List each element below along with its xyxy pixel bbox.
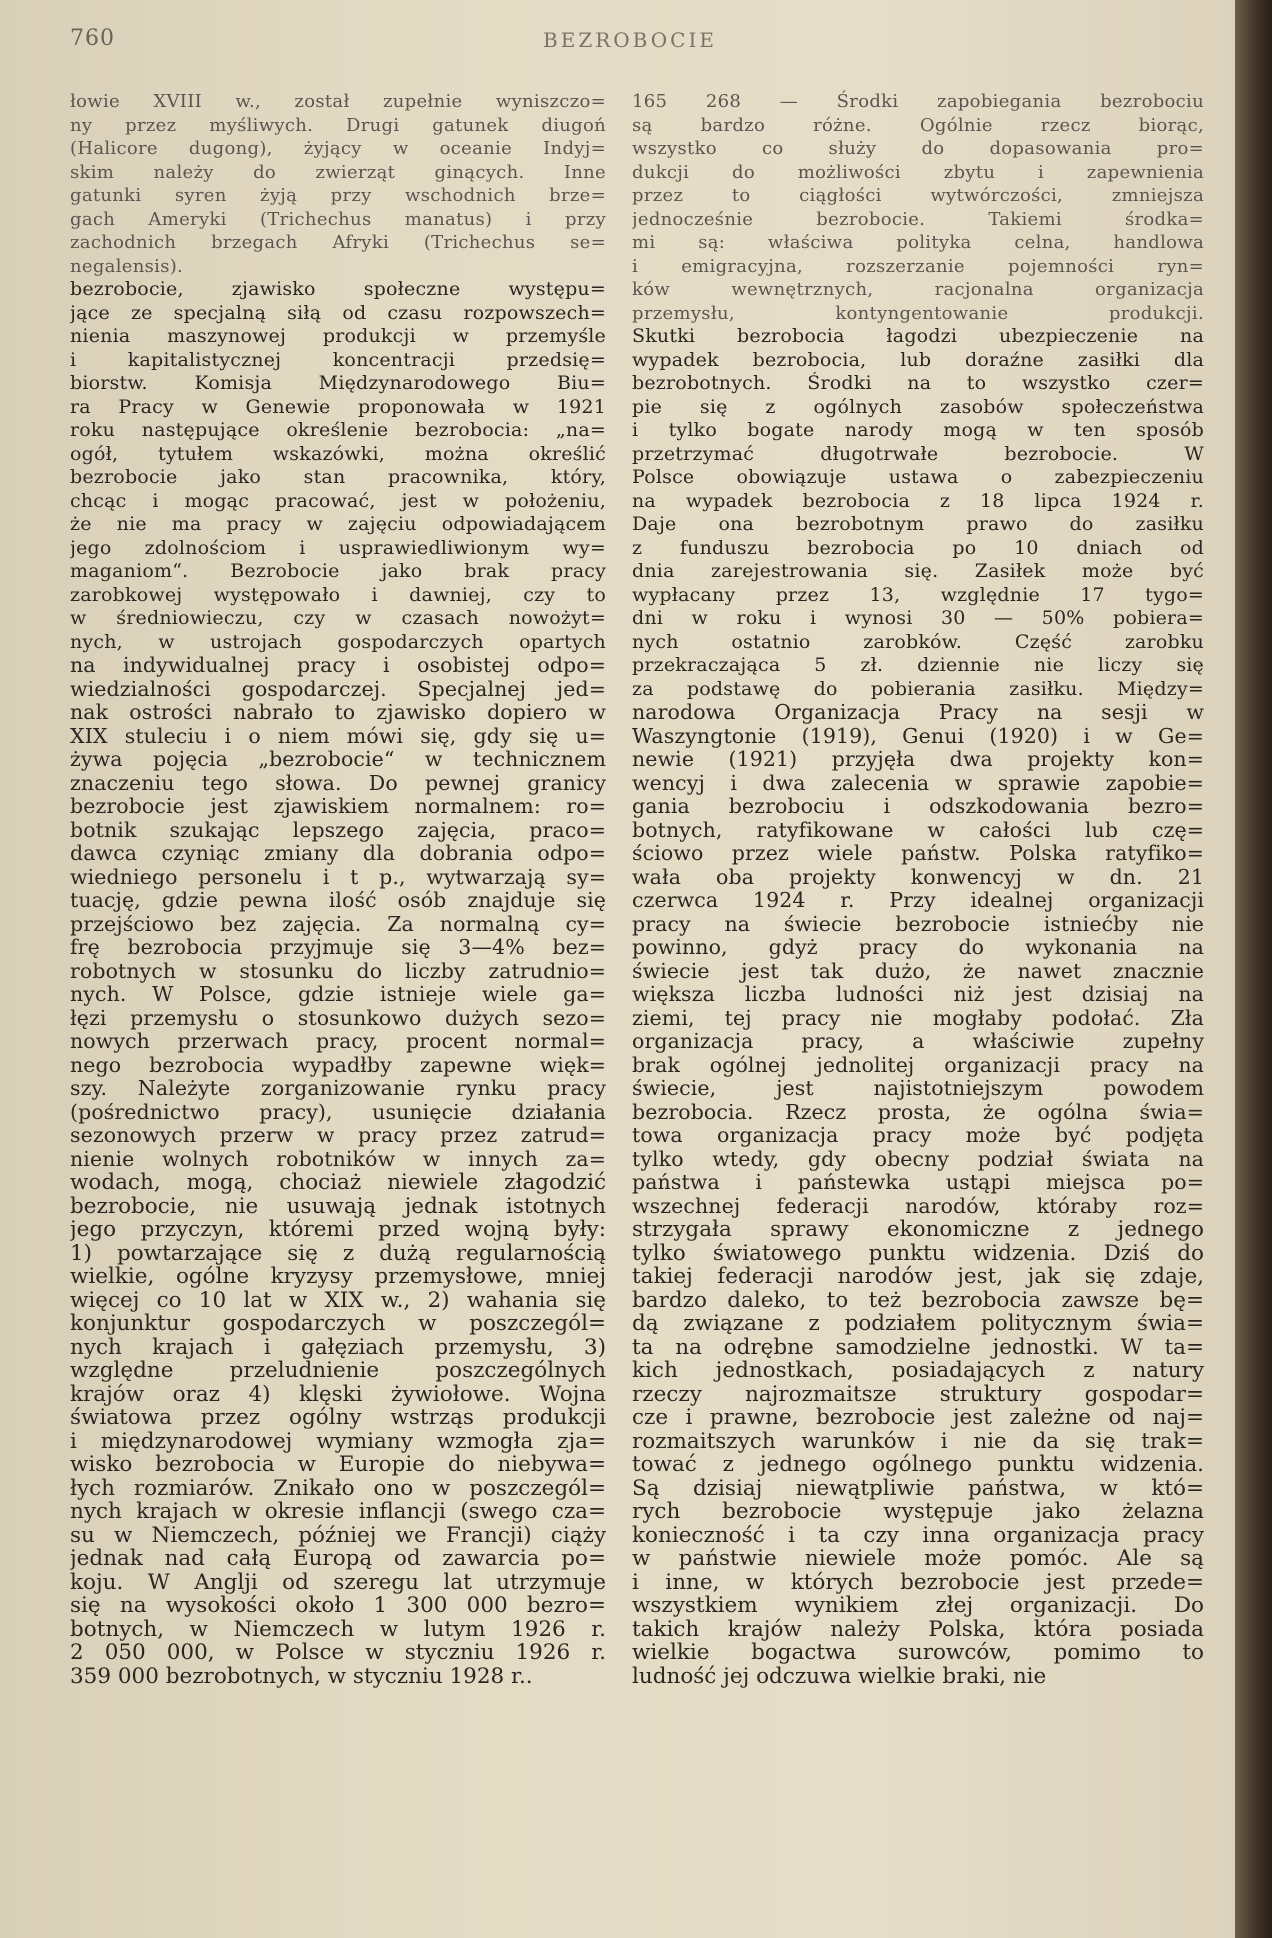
text-line: większa liczba ludności niż jest dzisiaj na xyxy=(632,983,1204,1006)
text-line: 1) powtarzające się z dużą regularnością xyxy=(70,1241,606,1265)
text-line: botnych, w Niemczech w lutym 1926 r. xyxy=(70,1617,606,1641)
text-line: pie się z ogólnych zasobów społeczeństwa xyxy=(632,395,1204,418)
text-line: dukcji do możliwości zbytu i zapewnienia xyxy=(632,161,1204,183)
text-line: koju. W Anglji od szeregu lat utrzymuje xyxy=(70,1570,606,1594)
text-line: takiej federacji narodów jest, jak się zdaje, xyxy=(632,1265,1204,1289)
text-line: Skutki bezrobocia łagodzi ubezpieczenie na xyxy=(632,325,1204,347)
text-line: dni w roku i wynosi 30 — 50% pobiera= xyxy=(632,607,1204,629)
text-line: wypadek bezrobocia, lub doraźne zasiłki dla xyxy=(632,348,1204,371)
text-line: państwa i państewka ustąpi miejsca po= xyxy=(632,1171,1204,1194)
text-line: konjunktur gospodarczych w poszczegól= xyxy=(70,1312,606,1336)
text-line: jego przyczyn, któremi przed wojną były: xyxy=(70,1218,606,1242)
text-line: strzygała sprawy ekonomiczne z jednego xyxy=(632,1218,1204,1242)
text-line: krajów oraz 4) klęski żywiołowe. Wojna xyxy=(70,1382,606,1406)
text-line: w średniowieczu, czy w czasach nowożyt= xyxy=(70,607,606,629)
text-line: bezrobocie, nie usuwają jednak istotnych xyxy=(70,1194,606,1218)
text-line: Waszyngtonie (1919), Genui (1920) i w Ge= xyxy=(632,724,1204,748)
text-line: czerwca 1924 r. Przy idealnej organizacji xyxy=(632,889,1204,912)
text-line: sezonowych przerw w pracy przez zatrud= xyxy=(70,1124,606,1147)
text-line: łych rozmiarów. Znikało ono w poszczegól= xyxy=(70,1476,606,1500)
text-line: wiedniego personelu i t p., wytwarzają sy= xyxy=(70,865,606,889)
text-line: i tylko bogate narody mogą w ten sposób xyxy=(632,419,1204,441)
text-line: jednak nad całą Europą od zawarcia po= xyxy=(70,1547,606,1571)
text-line: XIX stuleciu i o niem mówi się, gdy się u= xyxy=(70,724,606,748)
text-line: gach Ameryki (Trichechus manatus) i przy xyxy=(70,208,606,230)
text-line: rzeczy najrozmaitsze struktury gospodar= xyxy=(632,1382,1204,1406)
text-line: nienia maszynowej produkcji w przemyśle xyxy=(70,325,606,347)
text-line: wszystko co służy do dopasowania pro= xyxy=(632,138,1204,159)
text-line: znaczeniu tego słowa. Do pewnej granicy xyxy=(70,771,606,795)
text-line: mi są: właściwa polityka celna, handlowa xyxy=(632,232,1204,253)
text-line: narodowa Organizacja Pracy na sesji w xyxy=(632,701,1204,724)
text-line: robotnych w stosunku do liczby zatrudnio= xyxy=(70,959,606,983)
text-line: i międzynarodowej wymiany wzmogła zja= xyxy=(70,1429,606,1453)
text-line: (pośrednictwo pracy), usunięcie działania xyxy=(70,1100,606,1124)
text-line: bezrobocie jako stan pracownika, który, xyxy=(70,466,606,488)
text-line: wała oba projekty konwencyj w dn. 21 xyxy=(632,865,1204,889)
text-line: względne przeludnienie poszczególnych xyxy=(70,1359,606,1383)
text-line: przemysłu, kontyngentowanie produkcji. xyxy=(632,302,1204,324)
text-line: wiedzialności gospodarczej. Specjalnej jed= xyxy=(70,677,606,701)
text-line: zarobkowej występowało i dawniej, czy to xyxy=(70,583,606,606)
text-line: świecie jest tak dużo, że nawet znacznie xyxy=(632,959,1204,983)
text-line: przejściowo bez zajęcia. Za normalną cy= xyxy=(70,912,606,936)
right-column xyxy=(632,90,1204,1688)
text-line: nych krajach w okresie inflancji (swego cza= xyxy=(70,1500,606,1524)
text-line: su w Niemczech, później we Francji) ciąży xyxy=(70,1523,606,1547)
text-line: dawca czyniąc zmiany dla dobrania odpo= xyxy=(70,842,606,865)
text-line: gania bezrobociu i odszkodowania bezro= xyxy=(632,795,1204,818)
text-line: bezrobocia. Rzecz prosta, że ogólna świa= xyxy=(632,1100,1204,1124)
text-line: są bardzo różne. Ogólnie rzecz biorąc, xyxy=(632,114,1204,136)
text-line: i emigracyjna, rozszerzanie pojemności ryn= xyxy=(632,255,1204,277)
text-line: 165 268 — Środki zapobiegania bezrobociu xyxy=(632,91,1204,112)
text-line: i inne, w których bezrobocie jest przede= xyxy=(632,1570,1204,1594)
text-line: pracy na świecie bezrobocie istniećby nie xyxy=(632,912,1204,936)
text-line: towa organizacja pracy może być podjęta xyxy=(632,1124,1204,1147)
text-line: szy. Należyte zorganizowanie rynku pracy xyxy=(70,1077,606,1100)
text-line: tylko światowego punktu widzenia. Dziś do xyxy=(632,1241,1204,1265)
left-column xyxy=(70,90,606,1688)
text-line: w państwie niewiele może pomóc. Ale są xyxy=(632,1547,1204,1571)
text-line: jednocześnie bezrobocie. Takiemi środka= xyxy=(632,208,1204,230)
text-line: tować z jednego ogólnego punktu widzenia. xyxy=(632,1453,1204,1477)
text-line: więcej co 10 lat w XIX w., 2) wahania się xyxy=(70,1288,606,1312)
text-line: nych. W Polsce, gdzie istnieje wiele ga= xyxy=(70,983,606,1006)
text-line: frę bezrobocia przyjmuje się 3—4% bez= xyxy=(70,936,606,959)
text-line: wencyj i dwa zalecenia w sprawie zapobie= xyxy=(632,771,1204,795)
text-line: powinno, gdyż pracy do wykonania na xyxy=(632,936,1204,959)
text-line: Daje ona bezrobotnym prawo do zasiłku xyxy=(632,513,1204,535)
text-line: nego bezrobocia wypadłby zapewne więk= xyxy=(70,1053,606,1077)
text-line: że nie ma pracy w zajęciu odpowiadającem xyxy=(70,513,606,535)
text-line: negalensis). xyxy=(70,255,184,277)
text-line: skim należy do zwierząt ginących. Inne xyxy=(70,161,606,183)
text-line: na indywidualnej pracy i osobistej odpo= xyxy=(70,654,606,677)
text-line: zachodnich brzegach Afryki (Trichechus se= xyxy=(70,232,606,253)
text-line: i kapitalistycznej koncentracji przedsię= xyxy=(70,348,606,371)
text-line: za podstawę do pobierania zasiłku. Między= xyxy=(632,677,1204,700)
text-line: wodach, mogą, chociaż niewiele złagodzić xyxy=(70,1171,606,1195)
text-line: nienie wolnych robotników w innych za= xyxy=(70,1147,606,1171)
text-line: 2 050 000, w Polsce w styczniu 1926 r. xyxy=(70,1641,606,1665)
text-line: ra Pracy w Genewie proponowała w 1921 xyxy=(70,395,606,418)
text-line: ny przez myśliwych. Drugi gatunek diugoń xyxy=(70,114,606,136)
text-line: bezrobotnych. Środki na to wszystko czer= xyxy=(632,372,1204,394)
page-number: 760 xyxy=(70,26,115,51)
text-line: 359 000 bezrobotnych, w styczniu 1928 r.. xyxy=(70,1664,533,1688)
text-line: dą związane z podziałem politycznym świa= xyxy=(632,1312,1204,1336)
text-line: wszechnej federacji narodów, któraby roz= xyxy=(632,1194,1204,1218)
text-line: brak ogólnej jednolitej organizacji pracy na xyxy=(632,1053,1204,1077)
text-line: jego zdolnościom i usprawiedliwionym wy= xyxy=(70,536,606,559)
text-line: ściowo przez wiele państw. Polska ratyfiko= xyxy=(632,842,1204,865)
text-line: wypłacany przez 13, względnie 17 tygo= xyxy=(632,583,1204,606)
text-line: nych, w ustrojach gospodarczych opartych xyxy=(70,630,606,653)
text-line: gatunki syren żyją przy wschodnich brze= xyxy=(70,185,606,206)
text-line: bezrobocie, zjawisko społeczne występu= xyxy=(70,278,606,300)
text-line: jące ze specjalną siłą od czasu rozpowszech= xyxy=(70,301,606,324)
text-line: kich jednostkach, posiadających z natury xyxy=(632,1359,1204,1383)
text-line: tuację, gdzie pewna ilość osób znajduje się xyxy=(70,889,606,912)
text-line: wielkie bogactwa surowców, pomimo to xyxy=(632,1641,1204,1665)
text-line: (Halicore dugong), żyjący w oceanie Indyj= xyxy=(70,138,606,159)
text-line: nowych przerwach pracy, procent normal= xyxy=(70,1030,606,1053)
text-line: Polsce obowiązuje ustawa o zabezpieczeniu xyxy=(632,466,1204,488)
page-header xyxy=(0,20,1235,60)
text-line: botnik szukając lepszego zajęcia, praco= xyxy=(70,818,606,842)
text-line: nak ostrości nabrało to zjawisko dopiero w xyxy=(70,701,606,724)
text-line: łęzi przemysłu o stosunkowo dużych sezo= xyxy=(70,1006,606,1030)
text-line: biorstw. Komisja Międzynarodowego Biu= xyxy=(70,372,606,394)
text-line: takich krajów należy Polska, która posiada xyxy=(632,1617,1204,1641)
text-line: bardzo daleko, to też bezrobocia zawsze bę= xyxy=(632,1288,1204,1312)
text-line: ogół, tytułem wskazówki, można określić xyxy=(70,442,606,465)
text-line: przekraczająca 5 zł. dziennie nie liczy się xyxy=(632,654,1204,676)
text-line: z funduszu bezrobocia po 10 dniach od xyxy=(632,536,1204,559)
text-line: wisko bezrobocia w Europie do niebywa= xyxy=(70,1453,606,1477)
text-line: się na wysokości około 1 300 000 bezro= xyxy=(70,1594,606,1618)
text-line: roku następujące określenie bezrobocia: „na= xyxy=(70,419,606,441)
text-line: ludność jej odczuwa wielkie braki, nie xyxy=(632,1664,1047,1688)
text-line: newie (1921) przyjęła dwa projekty kon= xyxy=(632,748,1204,771)
text-line: nych krajach i gałęziach przemysłu, 3) xyxy=(70,1335,606,1359)
text-line: rych bezrobocie występuje jako żelazna xyxy=(632,1500,1204,1524)
text-line: tylko wtedy, gdy obecny podział świata na xyxy=(632,1147,1204,1171)
text-line: maganiom“. Bezrobocie jako brak pracy xyxy=(70,560,606,582)
text-line: botnych, ratyfikowane w całości lub czę= xyxy=(632,818,1204,842)
text-line: wielkie, ogólne kryzysy przemysłowe, mniej xyxy=(70,1265,606,1289)
text-line: przetrzymać długotrwałe bezrobocie. W xyxy=(632,442,1204,465)
text-line: Są dzisiaj niewątpliwie państwa, w któ= xyxy=(632,1476,1204,1500)
text-line: przez to ciągłości wytwórczości, zmniejsza xyxy=(632,185,1204,206)
text-line: żywa pojęcia „bezrobocie“ w technicznem xyxy=(70,748,606,771)
text-line: ków wewnętrznych, racjonalna organizacja xyxy=(632,279,1204,300)
text-line: wszystkiem wynikiem złej organizacji. Do xyxy=(632,1594,1204,1618)
text-line: konieczność i ta czy inna organizacja pracy xyxy=(632,1523,1204,1547)
running-title: BEZROBOCIE xyxy=(543,28,717,52)
text-line: dnia zarejestrowania się. Zasiłek może być xyxy=(632,560,1204,582)
text-line: ziemi, tej pracy nie mogłaby podołać. Zła xyxy=(632,1006,1204,1030)
text-line: na wypadek bezrobocia z 18 lipca 1924 r. xyxy=(632,489,1204,512)
text-line: rozmaitszych warunków i nie da się trak= xyxy=(632,1429,1204,1453)
text-line: cze i prawne, bezrobocie jest zależne od naj= xyxy=(632,1406,1204,1430)
text-line: łowie XVIII w., został zupełnie wyniszczo= xyxy=(70,91,606,112)
text-line: organizacja pracy, a właściwie zupełny xyxy=(632,1030,1204,1053)
text-line: chcąc i mogąc pracować, jest w położeniu, xyxy=(70,489,606,512)
book-spine-shadow xyxy=(1235,0,1272,1938)
text-line: świecie, jest najistotniejszym powodem xyxy=(632,1077,1204,1100)
text-line: ta na odrębne samodzielne jednostki. W ta= xyxy=(632,1335,1204,1359)
text-line: światowa przez ogólny wstrząs produkcji xyxy=(70,1406,606,1430)
text-line: nych ostatnio zarobków. Część zarobku xyxy=(632,630,1204,653)
text-line: bezrobocie jest zjawiskiem normalnem: ro= xyxy=(70,795,606,818)
